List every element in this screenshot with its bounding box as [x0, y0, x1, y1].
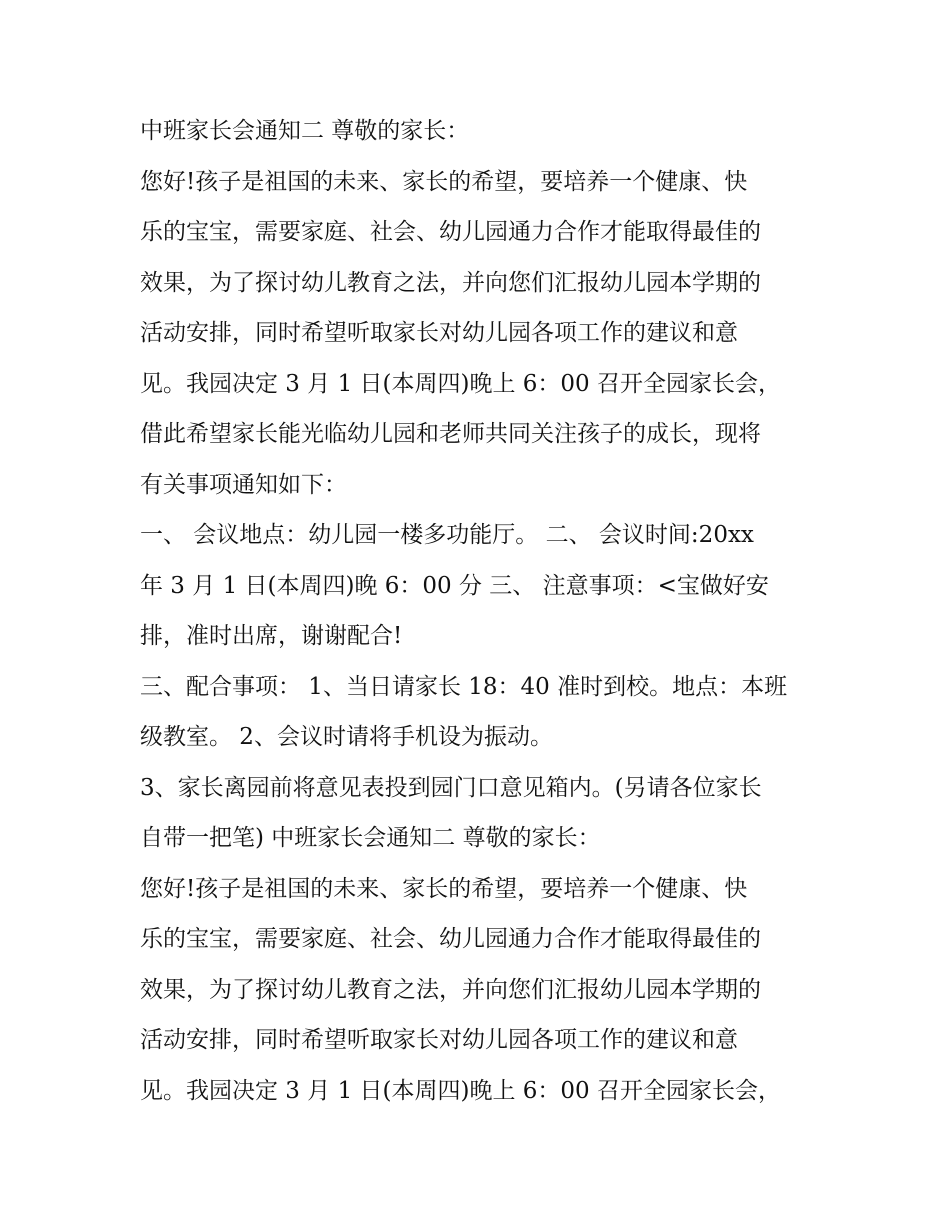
text-line: 活动安排，同时希望听取家长对幼儿园各项工作的建议和意 — [140, 1027, 738, 1053]
text-line: 中班家长会通知二 尊敬的家长： — [140, 118, 470, 144]
text-line: 借此希望家长能光临幼儿园和老师共同关注孩子的成长，现将 — [140, 421, 761, 447]
text-line: 您好!孩子是祖国的未来、家长的希望，要培养一个健康、快 — [140, 875, 748, 902]
text-line: 见。我园决定 3 月 1 日(本周四)晚上 6：00 召开全园家长会， — [140, 1077, 781, 1104]
text-line: 乐的宝宝，需要家庭、社会、幼儿园通力合作才能取得最佳的 — [140, 926, 761, 952]
text-line: 您好!孩子是祖国的未来、家长的希望，要培养一个健康、快 — [140, 168, 748, 195]
text-line: 见。我园决定 3 月 1 日(本周四)晚上 6：00 召开全园家长会， — [140, 370, 781, 397]
text-line: 自带一把笔) 中班家长会通知二 尊敬的家长： — [140, 825, 601, 851]
text-line: 3、家长离园前将意见表投到园门口意见箱内。(另请各位家长 — [140, 774, 762, 801]
text-line: 三、配合事项： 1、当日请家长 18：40 准时到校。地点：本班 — [140, 673, 788, 700]
document-body — [140, 106, 820, 1116]
text-line: 乐的宝宝，需要家庭、社会、幼儿园通力合作才能取得最佳的 — [140, 219, 761, 245]
text-line: 效果，为了探讨幼儿教育之法，并向您们汇报幼儿园本学期的 — [140, 976, 761, 1003]
text-line: 活动安排，同时希望听取家长对幼儿园各项工作的建议和意 — [140, 320, 738, 346]
text-line: 有关事项通知如下： — [140, 471, 347, 498]
text-line: 年 3 月 1 日(本周四)晚 6：00 分 三、 注意事项：<宝做好安 — [140, 572, 769, 599]
text-line: 排，准时出席，谢谢配合! — [140, 623, 403, 649]
text-line: 级教室。 2、会议时请将手机设为振动。 — [140, 724, 553, 750]
text-line: 效果，为了探讨幼儿教育之法，并向您们汇报幼儿园本学期的 — [140, 269, 761, 296]
text-line: 一、 会议地点：幼儿园一楼多功能厅。 二、 会议时间:20xx — [140, 522, 754, 548]
